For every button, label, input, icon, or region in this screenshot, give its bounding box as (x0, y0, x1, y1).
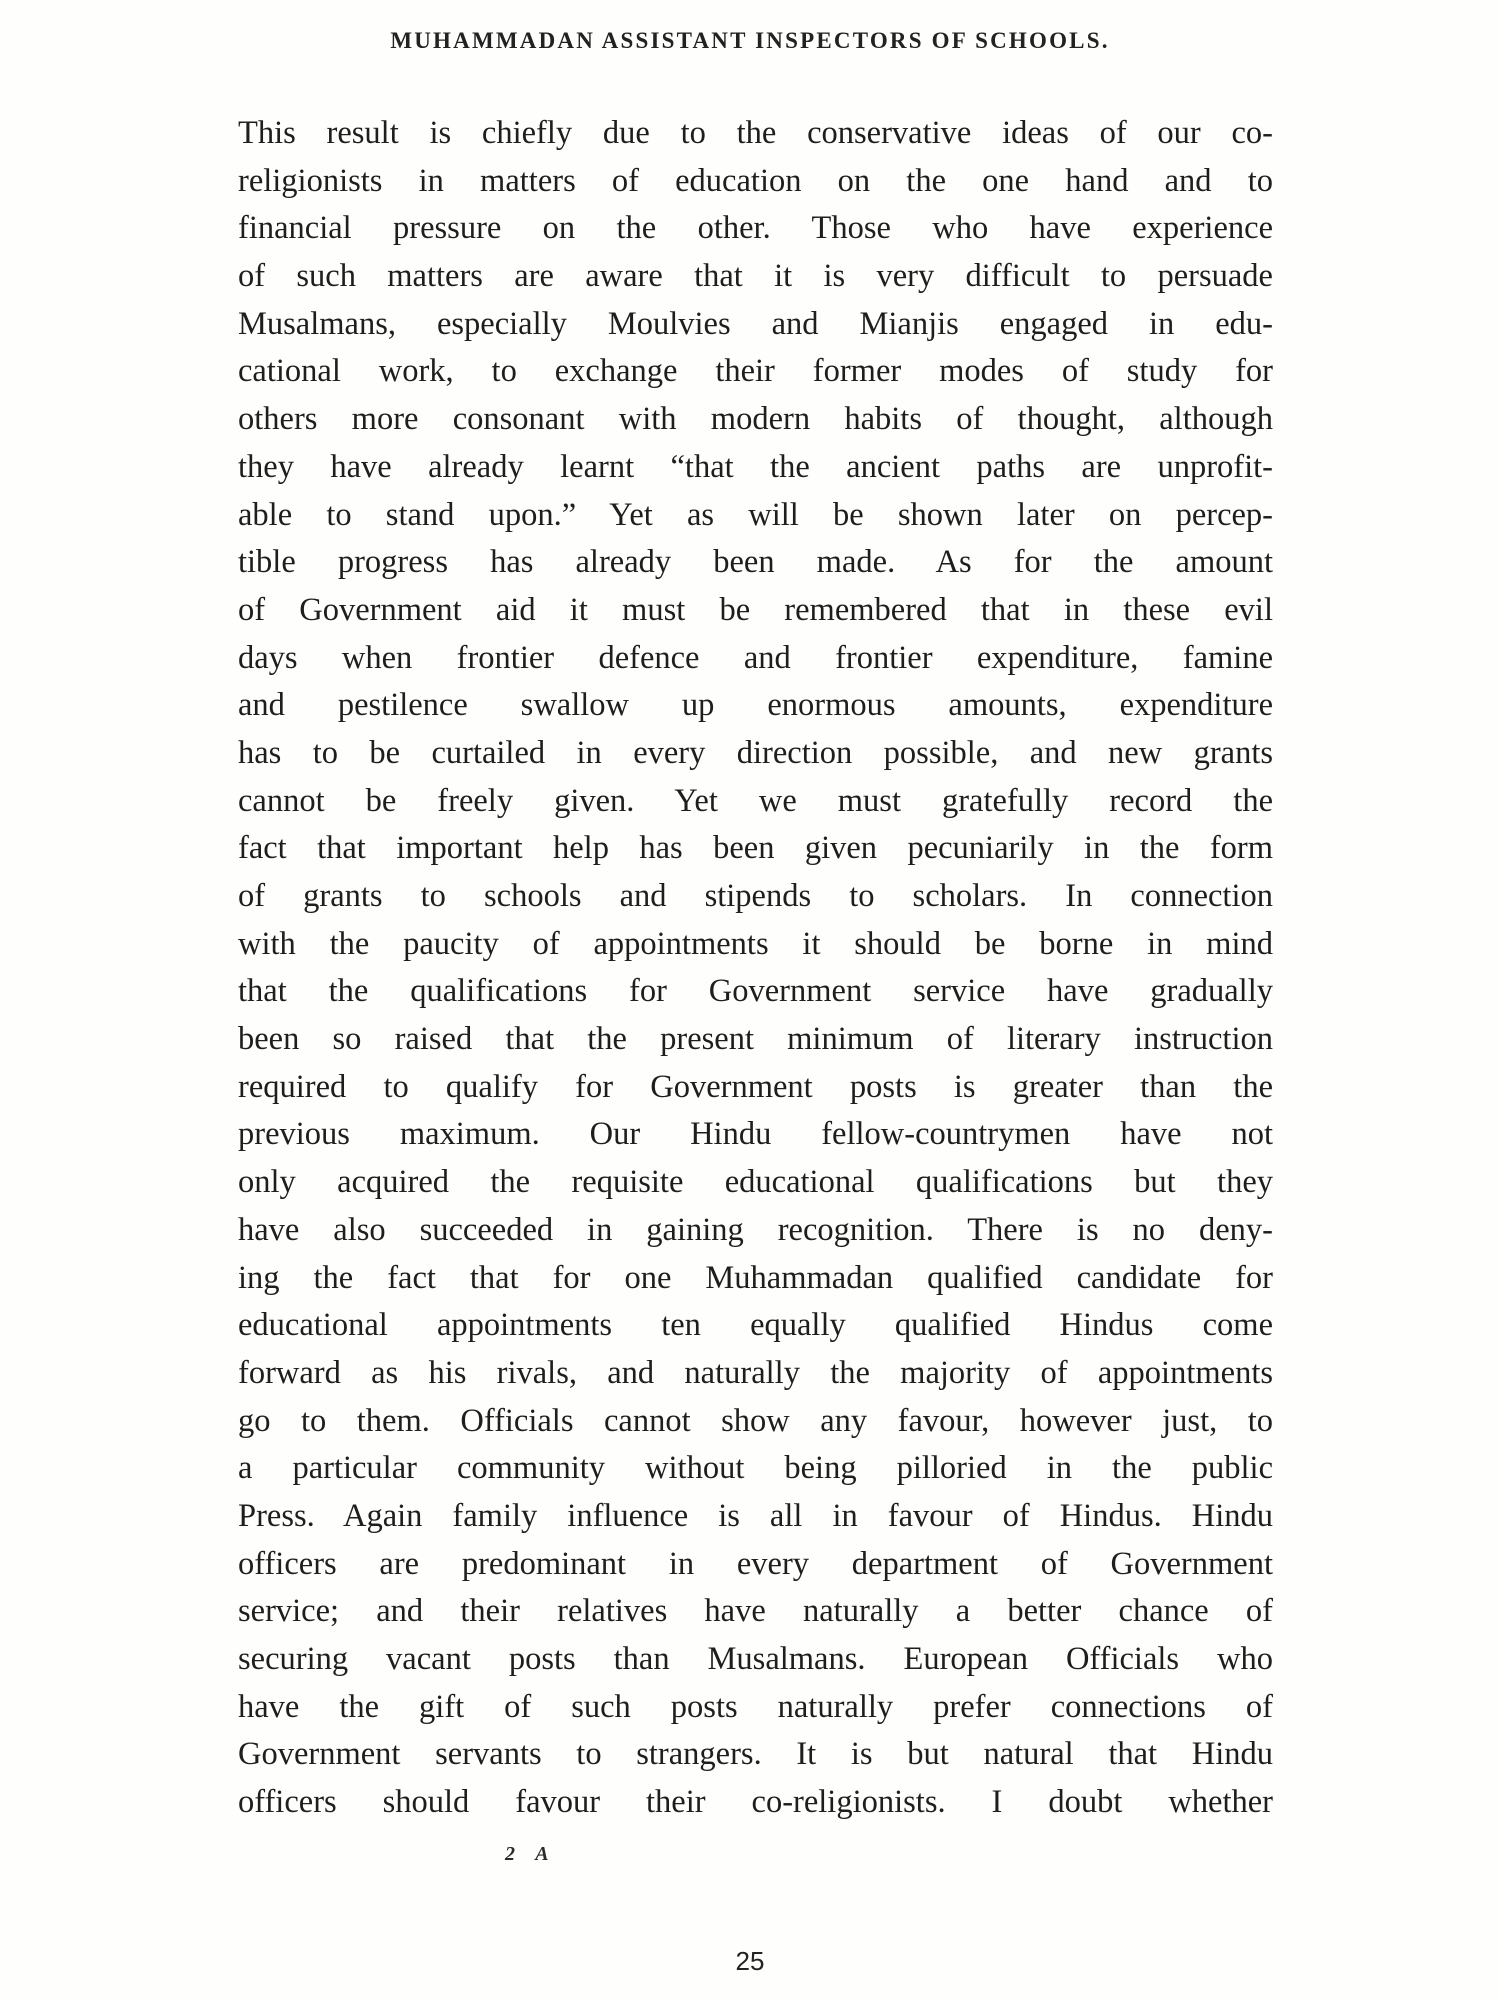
text-line: have also succeeded in gaining recognition. There is no deny- (238, 1211, 1273, 1248)
text-line: educational appointments ten equally qualified Hindus come (238, 1307, 1273, 1344)
text-line: of grants to schools and stipends to scholars. In connection (238, 878, 1273, 914)
text-line: forward as his rivals, and naturally the majority of appointments (238, 1354, 1273, 1391)
text-line: officers should favour their co-religionists. I doubt whether (238, 1784, 1273, 1821)
text-line: only acquired the requisite educational qualifications but they (238, 1164, 1273, 1201)
text-line: cannot be freely given. Yet we must gratefully record the (238, 782, 1273, 819)
text-line: been so raised that the present minimum of literary instruction (238, 1021, 1273, 1058)
text-line: ing the fact that for one Muhammadan qualified candidate for (238, 1259, 1273, 1296)
text-line: have the gift of such posts naturally prefer connections of (238, 1688, 1273, 1725)
text-line: religionists in matters of education on the one hand and to (238, 162, 1273, 199)
text-line: previous maximum. Our Hindu fellow-countrymen have not (238, 1116, 1273, 1153)
text-line: and pestilence swallow up enormous amounts, expenditure (238, 687, 1273, 724)
body-paragraph (238, 110, 1273, 1827)
text-line: days when frontier defence and frontier expenditure, famine (238, 639, 1273, 676)
text-line: financial pressure on the other. Those who have experience (238, 210, 1273, 247)
text-line: has to be curtailed in every direction possible, and new grants (238, 734, 1273, 771)
text-line: they have already learnt “that the ancient paths are unprofit- (238, 448, 1273, 485)
text-line: others more consonant with modern habits of thought, although (238, 401, 1273, 438)
text-line: Musalmans, especially Moulvies and Mianjis engaged in edu- (238, 305, 1273, 342)
text-line: officers are predominant in every department of Government (238, 1545, 1273, 1582)
text-line: of Government aid it must be remembered that in these evil (238, 591, 1273, 628)
running-header: MUHAMMADAN ASSISTANT INSPECTORS OF SCHOOLS. (390, 28, 1110, 53)
text-line: securing vacant posts than Musalmans. European Officials who (238, 1641, 1273, 1677)
text-line: that the qualifications for Government service have gradually (238, 973, 1273, 1010)
text-line: with the paucity of appointments it should be borne in mind (238, 925, 1273, 962)
text-line: fact that important help has been given pecuniarily in the form (238, 830, 1273, 867)
text-line: tible progress has already been made. As for the amount (238, 544, 1273, 581)
page-number: 25 (735, 1946, 765, 1976)
text-line: required to qualify for Government posts is greater than the (238, 1068, 1273, 1105)
text-line: cational work, to exchange their former modes of study for (238, 353, 1273, 390)
text-line: of such matters are aware that it is very difficult to persuade (238, 258, 1273, 295)
text-line: Government servants to strangers. It is but natural that Hindu (238, 1736, 1273, 1773)
text-line: a particular community without being pilloried in the public (238, 1450, 1273, 1487)
text-line: go to them. Officials cannot show any favour, however just, to (238, 1402, 1273, 1439)
text-line: able to stand upon.” Yet as will be shown later on percep- (238, 496, 1273, 533)
signature-mark: 2 A (505, 1843, 557, 1865)
text-line: service; and their relatives have naturally a better chance of (238, 1593, 1273, 1630)
text-line: Press. Again family influence is all in favour of Hindus. Hindu (238, 1497, 1273, 1534)
text-line: This result is chiefly due to the conservative ideas of our co- (238, 115, 1273, 151)
